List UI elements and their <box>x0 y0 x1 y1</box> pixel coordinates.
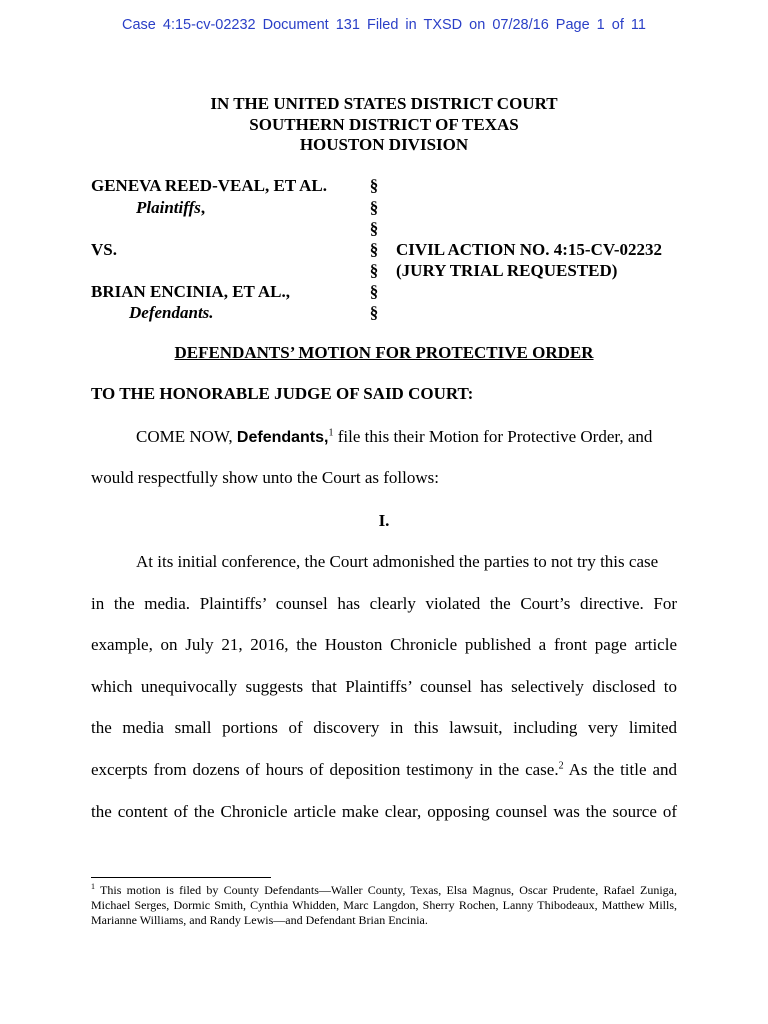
footnote-number: 1 <box>91 882 95 891</box>
footnote-ref: 2 <box>558 760 564 772</box>
paragraph-line: the content of the Chronicle article make clear, opposing counsel was the source of <box>91 801 677 821</box>
section-mark: § <box>369 240 379 259</box>
footnote-text: This motion is filed by County Defendants—Waller County, Texas, Elsa Magnus, Oscar Prudente, Rafael Zuniga, Michael Serges, Dormic Smith, Cynthia Whidden, Marc Langdon, Sherry Rochen, Lanny Thibodeaux, Matthew Mills, Marianne Williams, and Randy Lewis—and Defendant Brian Encinia. <box>91 883 677 927</box>
versus: VS. <box>91 240 117 259</box>
paragraph-line: At its initial conference, the Court admonished the parties to not try this case <box>136 552 659 571</box>
motion-title: DEFENDANTS’ MOTION FOR PROTECTIVE ORDER <box>174 343 594 362</box>
intro-line: would respectfully show unto the Court as follows: <box>91 468 439 487</box>
division-name: HOUSTON DIVISION <box>299 135 469 154</box>
case-number: CIVIL ACTION NO. 4:15-CV-02232 <box>396 240 663 259</box>
plaintiff-name: GENEVA REED-VEAL, ET AL. <box>91 176 328 195</box>
salutation: TO THE HONORABLE JUDGE OF SAID COURT: <box>91 384 474 403</box>
section-mark: § <box>369 198 379 217</box>
body-paragraph <box>91 552 677 843</box>
footnote <box>91 883 677 928</box>
intro-paragraph <box>91 427 677 488</box>
defendant-role: Defendants. <box>129 303 214 322</box>
plaintiff-role: Plaintiffs, <box>136 198 206 217</box>
footnote-ref: 1 <box>328 427 334 439</box>
jury-request: (JURY TRIAL REQUESTED) <box>396 261 618 280</box>
defendant-name: BRIAN ENCINIA, ET AL., <box>91 282 291 301</box>
paragraph-line: example, on July 21, 2016, the Houston Chronicle published a front page article <box>91 635 677 655</box>
section-heading: I. <box>378 511 390 530</box>
section-mark: § <box>369 261 379 280</box>
paragraph-line: excerpts from dozens of hours of deposition testimony in the case.$^2$ As the title and <box>91 759 677 779</box>
paragraph-line: the media small portions of discovery in this lawsuit, including very limited <box>91 718 677 738</box>
court-heading <box>0 94 768 156</box>
section-mark: § <box>369 176 379 195</box>
district-name: SOUTHERN DISTRICT OF TEXAS <box>249 114 519 134</box>
court-name: IN THE UNITED STATES DISTRICT COURT <box>210 94 558 113</box>
footnote-divider <box>91 877 271 878</box>
filing-header: Case 4:15-cv-02232 Document 131 Filed in TXSD on 07/28/16 Page 1 of 11 <box>122 17 646 33</box>
paragraph-line: in the media. Plaintiffs’ counsel has clearly violated the Court’s directive. For <box>91 593 677 613</box>
section-mark: § <box>369 303 379 322</box>
paragraph-line: which unequivocally suggests that Plaintiffs’ counsel has selectively disclosed to <box>91 676 677 696</box>
section-mark: § <box>369 219 379 238</box>
section-mark: § <box>369 282 379 301</box>
intro-line: COME NOW, Defendants,$^1$ file this their Motion for Protective Order, and <box>136 427 653 446</box>
